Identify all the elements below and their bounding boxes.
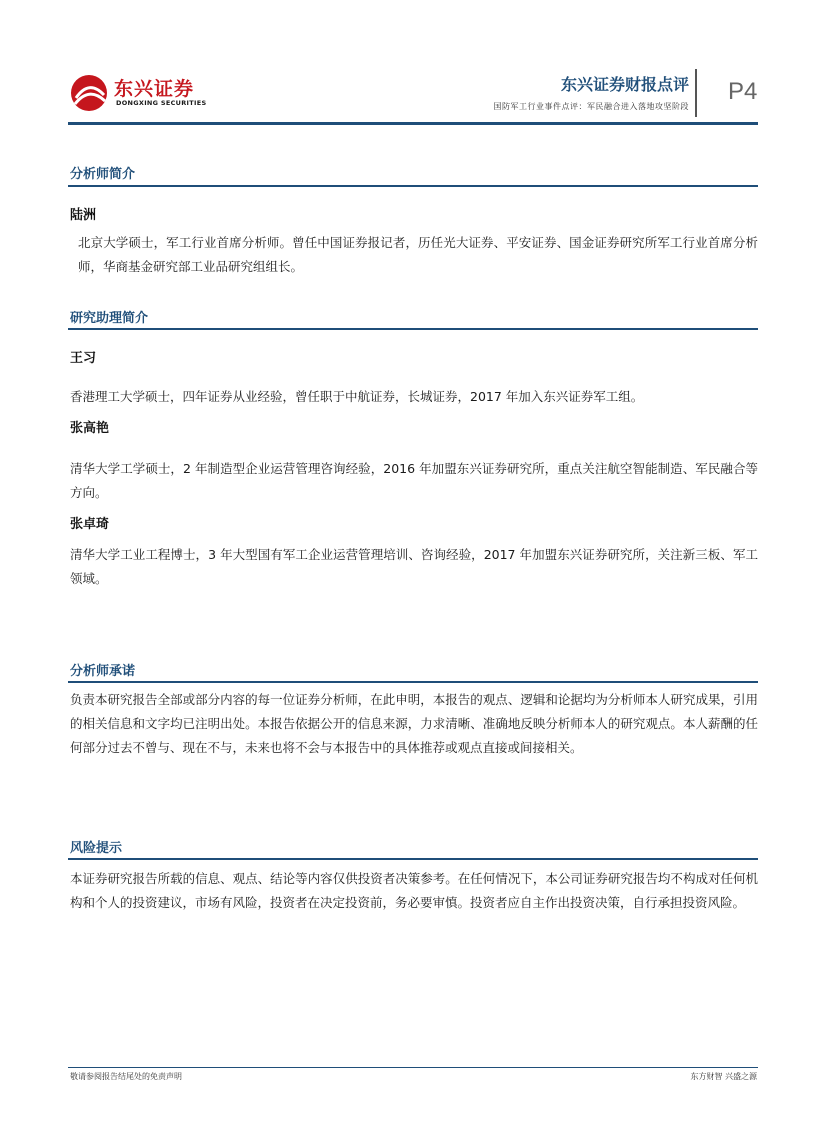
section-rule <box>68 185 758 187</box>
report-subtitle: 国防军工行业事件点评：军民融合进入落地攻坚阶段 <box>493 102 689 111</box>
assistant-name: 张高艳 <box>70 421 110 436</box>
section-title-analyst: 分析师简介 <box>70 167 136 182</box>
footer-rule <box>68 1067 758 1068</box>
brand-name-cn: 东兴证券 <box>114 78 195 100</box>
section-title-risk: 风险提示 <box>70 841 123 856</box>
page-number: P4 <box>728 78 758 105</box>
assistant-bio: 香港理工大学硕士，四年证券从业经验，曾任职于中航证券，长城证券，2017 年加入东兴证券军工组。 <box>70 389 644 404</box>
footer-disclaimer-note: 敬请参阅报告结尾处的免责声明 <box>70 1072 182 1081</box>
header-divider <box>695 69 697 117</box>
assistant-name: 王习 <box>70 351 97 366</box>
section-rule <box>68 681 758 683</box>
section-rule <box>68 328 758 330</box>
risk-text: 本证券研究报告所载的信息、观点、结论等内容仅供投资者决策参考。在任何情况下，本公司证券研究报告均不构成对任何机构和个人的投资建议，市场有风险，投资者在决定投资前，务必要审慎。投资者应自主作出投资决策，自行承担投资风险。 <box>70 871 758 910</box>
assistant-bio: 清华大学工学硕士，2 年制造型企业运营管理咨询经验，2016 年加盟东兴证券研究所，重点关注航空智能制造、军民融合等方向。 <box>70 461 758 500</box>
dongxing-logo-icon <box>70 74 110 112</box>
assistant-name: 张卓琦 <box>70 517 110 532</box>
brand-name-en: DONGXING SECURITIES <box>116 99 207 107</box>
commitment-text: 负责本研究报告全部或部分内容的每一位证券分析师，在此申明，本报告的观点、逻辑和论据均为分析师本人研究成果，引用的相关信息和文字均已注明出处。本报告依据公开的信息来源，力求清晰、准确地反映分析师本人的研究观点。本人薪酬的任何部分过去不曾与、现在不与，未来也将不会与本报告中的具体推荐或观点直接或间接相关。 <box>70 692 758 755</box>
assistant-bio: 清华大学工业工程博士，3 年大型国有军工企业运营管理培训、咨询经验，2017 年加盟东兴证券研究所，关注新三板、军工领域。 <box>70 547 758 586</box>
section-title-assistant: 研究助理简介 <box>70 311 149 326</box>
analyst-name: 陆洲 <box>70 208 97 223</box>
report-type-title: 东兴证券财报点评 <box>560 75 689 94</box>
header-rule <box>68 122 758 125</box>
analyst-bio: 北京大学硕士，军工行业首席分析师。曾任中国证券报记者，历任光大证券、平安证券、国金证券研究所军工行业首席分析师，华商基金研究部工业品研究组组长。 <box>78 235 758 274</box>
section-rule <box>68 858 758 860</box>
section-title-commitment: 分析师承诺 <box>70 664 136 679</box>
footer-slogan: 东方财智 兴盛之源 <box>690 1072 757 1081</box>
